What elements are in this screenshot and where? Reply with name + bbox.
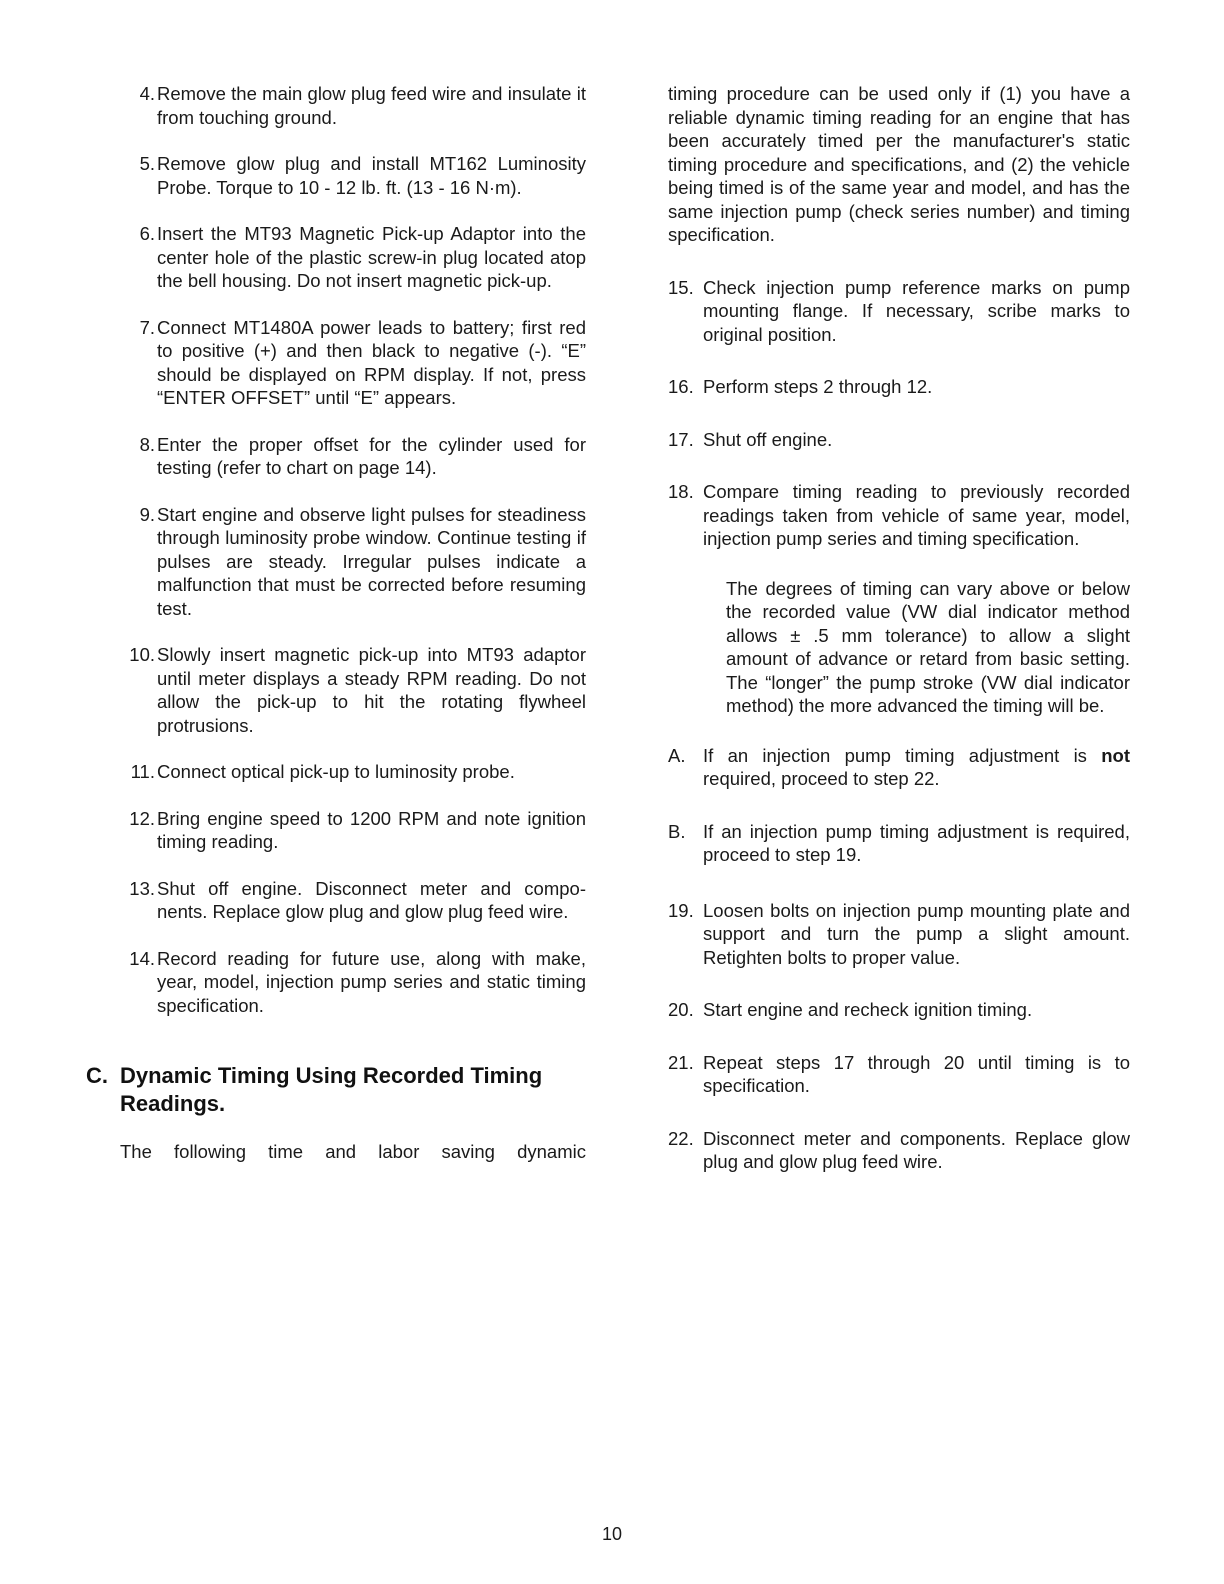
step-text: Perform steps 2 through 12. bbox=[703, 376, 933, 397]
option-text: If an injection pump timing adjustment is required, proceed to step 19. bbox=[703, 820, 1130, 865]
step-text: Loosen bolts on injection pump mounting plate and support and turn the pump a slight amount. Retighten bolts to proper value. bbox=[703, 899, 1130, 968]
step-16 bbox=[668, 375, 1130, 399]
step-number: 16. bbox=[668, 376, 694, 397]
section-intro-continued: timing procedure can be used only if (1) you have a reliable dynamic timing reading for an engine that has been accurately timed per the manufacturer's static timing procedure and specifications, and (2) the vehicle being timed is of the same year and model, and has the same injection pump (check series number) and timing specification. bbox=[668, 83, 1130, 245]
step-number: 10. bbox=[129, 644, 155, 665]
step-number: 7. bbox=[139, 316, 155, 338]
step-text: Bring engine speed to 1200 RPM and note ignition timing reading. bbox=[157, 807, 586, 852]
emphasis-not: not bbox=[1101, 744, 1130, 766]
step-number: 18. bbox=[668, 481, 694, 502]
step-text: Remove glow plug and install MT162 Luminosity Probe. Torque to 10 - 12 lb. ft. (13 - 16 N·m). bbox=[157, 153, 586, 198]
option-letter: B. bbox=[668, 820, 686, 842]
step-number: 9. bbox=[139, 503, 155, 525]
right-column bbox=[668, 82, 1130, 1197]
timing-note: The degrees of timing can vary above or below the recorded value (VW dial indicator method allows ± .5 mm tolerance) to allow a slight amount of advance or retard from basic setting. The “longer” the pump stroke (VW dial indicator method) the more advanced the timing will be. bbox=[726, 577, 1130, 716]
section-letter: C. bbox=[86, 1063, 108, 1088]
step-text: Remove the main glow plug feed wire and insulate it from touching ground. bbox=[157, 83, 586, 128]
step-22 bbox=[668, 1127, 1130, 1174]
step-text: Disconnect meter and components. Replace glow plug and glow plug feed wire. bbox=[703, 1127, 1130, 1172]
step-number: 15. bbox=[668, 276, 694, 298]
step-13 bbox=[120, 877, 586, 924]
step-text: Check injection pump reference marks on pump mounting flange. If necessary, scribe marks to original position. bbox=[703, 276, 1130, 345]
step-21 bbox=[668, 1051, 1130, 1098]
step-6 bbox=[120, 222, 586, 293]
step-text: Connect MT1480A power leads to battery; first red to positive (+) and then black to negative (-). “E” should be displayed on RPM display. If not, press “ENTER OFFSET” until “E” appears. bbox=[157, 316, 586, 408]
step-text: Enter the proper offset for the cylinder used for testing (refer to chart on page 14). bbox=[157, 433, 586, 478]
section-intro: The following time and labor saving dynamic bbox=[120, 1141, 586, 1162]
left-column bbox=[86, 82, 586, 1186]
step-15 bbox=[668, 276, 1130, 347]
step-text: Repeat steps 17 through 20 until timing is to specification. bbox=[703, 1051, 1130, 1096]
option-text-before: If an injection pump timing adjustment is bbox=[703, 744, 1102, 766]
step-number: 22. bbox=[668, 1127, 694, 1149]
step-20 bbox=[668, 998, 1130, 1022]
step-number: 14. bbox=[129, 947, 155, 969]
step-text: Start engine and observe light pulses for steadiness through luminosity probe window. Continue testing if pulses are steady. Irregular pulses indicate a malfunction that must be corrected before resuming test. bbox=[157, 503, 586, 619]
step-number: 20. bbox=[668, 999, 694, 1020]
step-5 bbox=[120, 152, 586, 199]
step-11 bbox=[120, 760, 586, 784]
step-text: Shut off engine. bbox=[703, 428, 833, 450]
step-8 bbox=[120, 433, 586, 480]
step-12 bbox=[120, 807, 586, 854]
step-text: Connect optical pick-up to luminosity probe. bbox=[157, 761, 515, 782]
step-text: Record reading for future use, along with make, year, model, injection pump series and static timing specification. bbox=[157, 947, 586, 1016]
option-b bbox=[668, 820, 1130, 867]
step-7 bbox=[120, 316, 586, 410]
step-text: Compare timing reading to previously recorded readings taken from vehicle of same year, model, injection pump series and timing specification. bbox=[703, 481, 1130, 549]
step-17 bbox=[668, 428, 1130, 452]
step-4 bbox=[120, 82, 586, 129]
step-number: 13. bbox=[129, 877, 155, 899]
step-number: 17. bbox=[668, 428, 694, 450]
option-text-after: required, proceed to step 22. bbox=[703, 768, 940, 789]
step-9 bbox=[120, 503, 586, 621]
step-10 bbox=[120, 643, 586, 737]
step-number: 8. bbox=[139, 433, 155, 455]
step-text: Shut off engine. Disconnect meter and compo-nents. Replace glow plug and glow plug feed wire. bbox=[157, 877, 586, 922]
step-number: 19. bbox=[668, 899, 694, 921]
section-heading bbox=[86, 1062, 586, 1118]
section-title: Dynamic Timing Using Recorded Timing Readings. bbox=[120, 1063, 543, 1116]
step-number: 12. bbox=[129, 807, 155, 829]
step-number: 11. bbox=[130, 761, 155, 782]
step-text: Slowly insert magnetic pick-up into MT93 adaptor until meter displays a steady RPM reading. Do not allow the pick-up to hit the rotating flywheel protrusions. bbox=[157, 644, 586, 736]
page-number: 10 bbox=[601, 1524, 623, 1544]
step-number: 21. bbox=[668, 1051, 694, 1073]
step-18 bbox=[668, 480, 1130, 551]
step-14 bbox=[120, 947, 586, 1018]
step-number: 6. bbox=[139, 223, 155, 244]
option-letter: A. bbox=[668, 744, 686, 766]
step-text: Insert the MT93 Magnetic Pick-up Adaptor into the center hole of the plastic screw-in plug located atop the bell housing. Do not insert magnetic pick-up. bbox=[157, 223, 586, 291]
option-a bbox=[668, 744, 1130, 791]
step-number: 5. bbox=[139, 153, 155, 174]
step-text: Start engine and recheck ignition timing. bbox=[703, 999, 1033, 1020]
step-19 bbox=[668, 899, 1130, 970]
step-number: 4. bbox=[139, 83, 155, 104]
option-text bbox=[703, 744, 1130, 791]
